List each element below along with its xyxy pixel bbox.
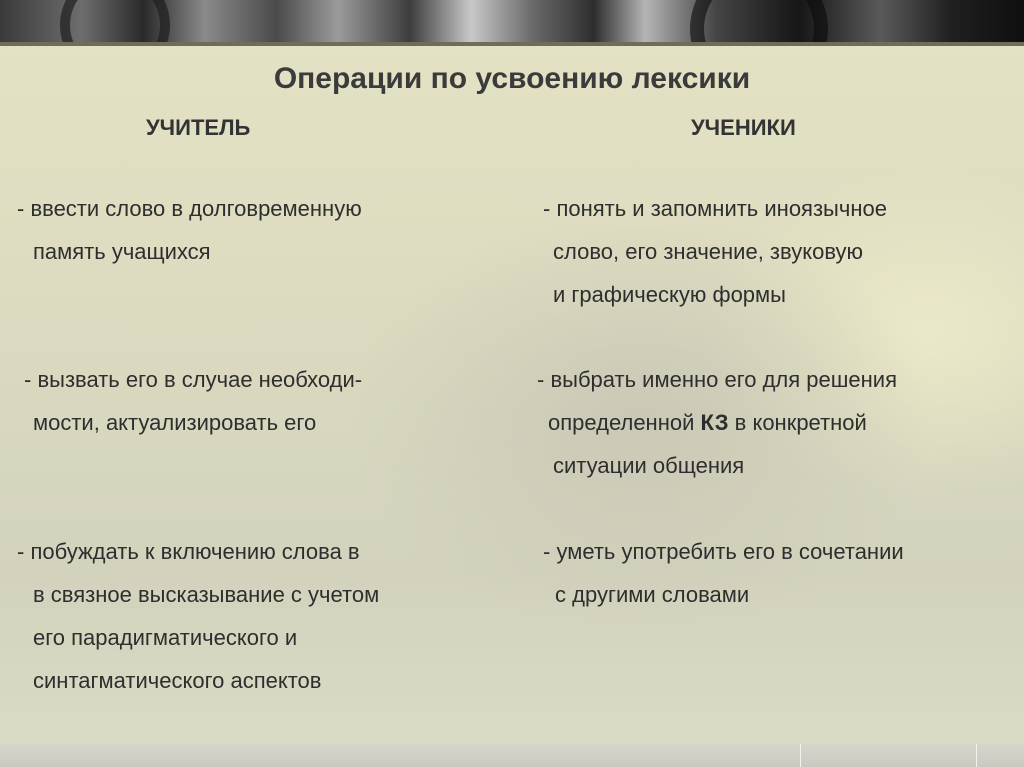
students-line: слово, его значение, звуковую (553, 239, 864, 264)
students-column-header: УЧЕНИКИ (691, 115, 796, 140)
teacher-line: - побуждать к включению слова в (17, 539, 360, 564)
header-banner-image (0, 0, 1024, 42)
students-line: ситуации общения (553, 453, 745, 478)
students-line: с другими словами (555, 582, 750, 607)
students-line (548, 410, 867, 436)
banner-wheel-decoration (60, 0, 170, 42)
students-line: - понять и запомнить иноязычное (543, 196, 887, 221)
teacher-line: - вызвать его в случае необходи- (24, 367, 363, 392)
teacher-line: память учащихся (33, 239, 211, 264)
banner-wheel-decoration (690, 0, 828, 42)
students-line-text: определенной (548, 410, 701, 435)
kz-abbreviation: КЗ (700, 410, 729, 435)
slide-title: Операции по усвоению лексики (273, 62, 751, 95)
teacher-line: в связное высказывание с учетом (33, 582, 380, 607)
footer-cell (800, 744, 977, 767)
teacher-line: - ввести слово в долговременную (17, 196, 362, 221)
banner-divider (0, 42, 1024, 46)
teacher-column-header: УЧИТЕЛЬ (146, 115, 251, 140)
students-line: и графическую формы (553, 282, 786, 307)
teacher-line: синтагматического аспектов (33, 668, 322, 693)
footer-cell (976, 744, 1024, 767)
students-line-text: в конкретной (728, 410, 867, 435)
students-line: - выбрать именно его для решения (537, 367, 898, 392)
students-line: - уметь употребить его в сочетании (543, 539, 904, 564)
teacher-line: мости, актуализировать его (33, 410, 317, 435)
teacher-line: его парадигматического и (33, 625, 298, 650)
